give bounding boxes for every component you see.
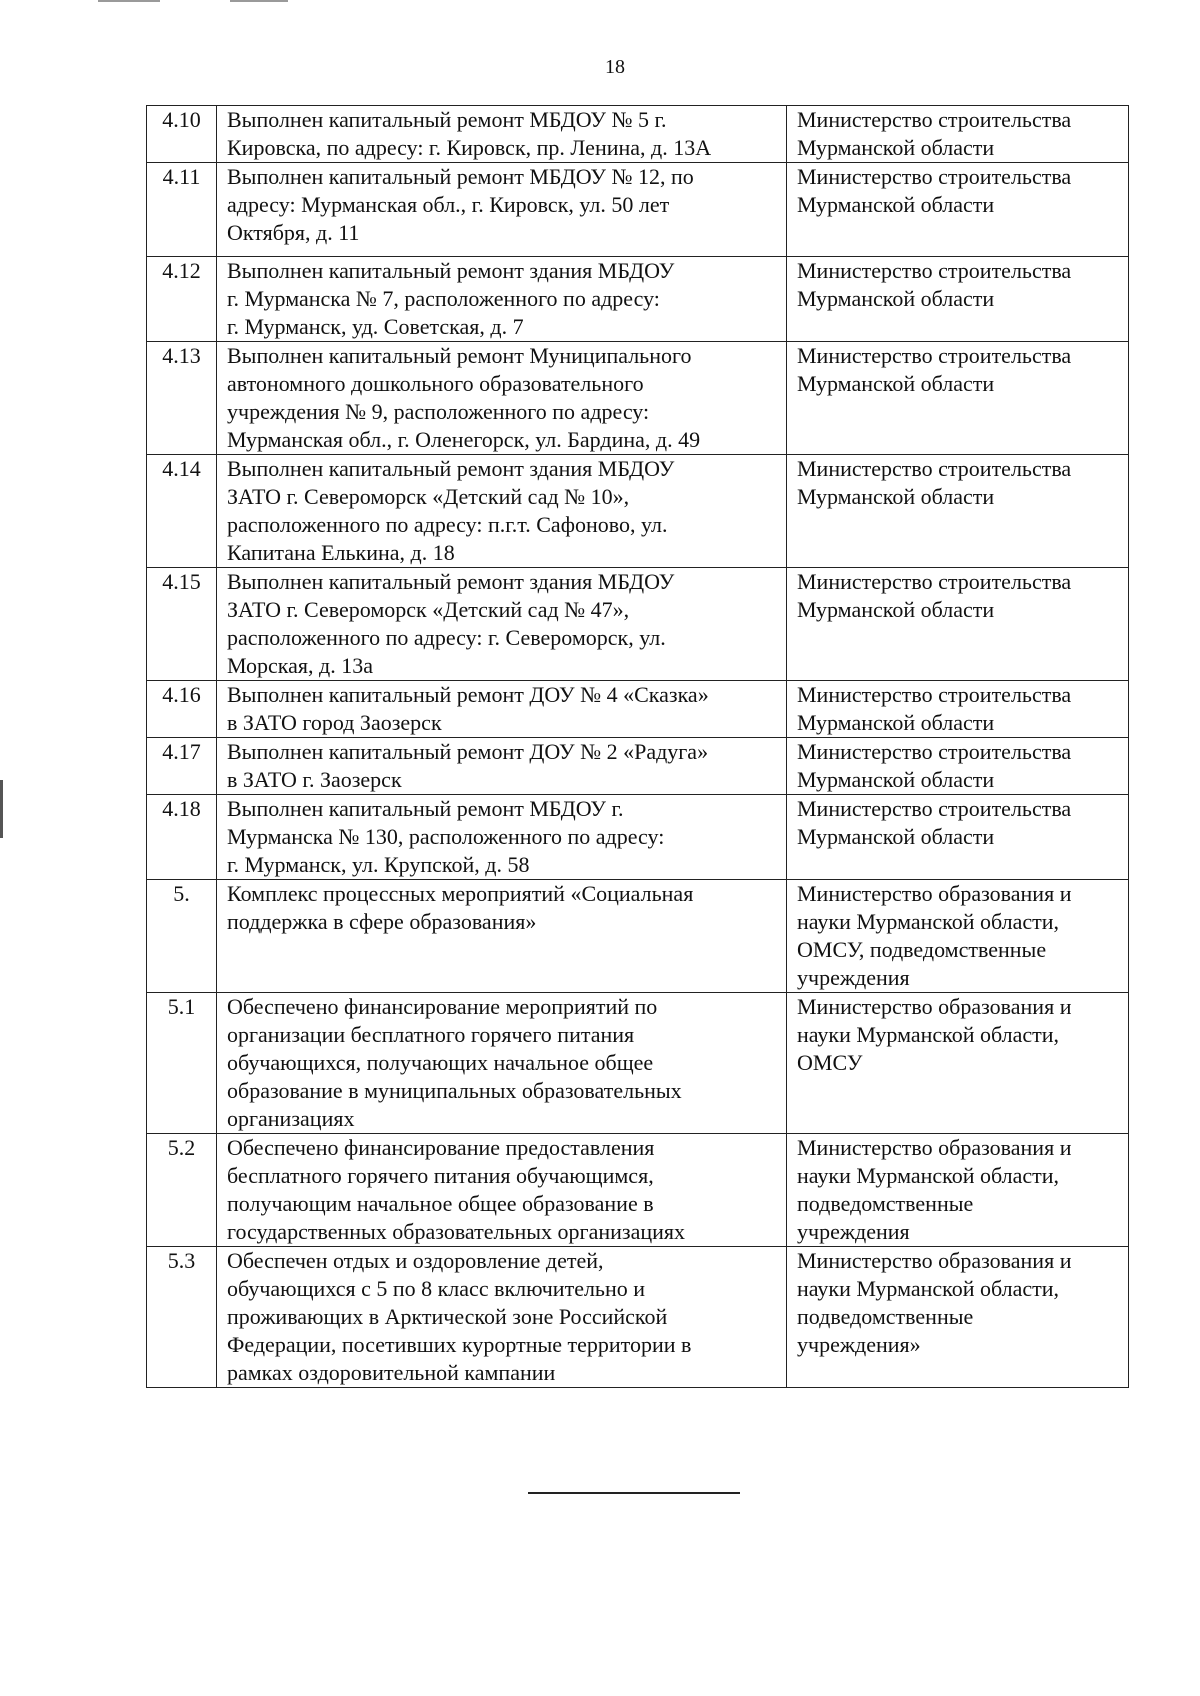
row-responsible: Министерство строительства Мурманской области bbox=[787, 106, 1129, 163]
table-row bbox=[147, 455, 1129, 568]
table-row bbox=[147, 106, 1129, 163]
row-number: 4.13 bbox=[147, 342, 217, 455]
row-number: 5.3 bbox=[147, 1247, 217, 1388]
row-event: Выполнен капитальный ремонт ДОУ № 4 «Сказка» в ЗАТО город Заозерск bbox=[217, 681, 787, 738]
row-number: 5.2 bbox=[147, 1134, 217, 1247]
table-row bbox=[147, 1247, 1129, 1388]
row-responsible: Министерство строительства Мурманской области bbox=[787, 163, 1129, 257]
row-number: 4.17 bbox=[147, 738, 217, 795]
row-event: Выполнен капитальный ремонт здания МБДОУ г. Мурманска № 7, расположенного по адресу: г. Мурманск, уд. Советская, д. 7 bbox=[217, 257, 787, 342]
row-number: 4.11 bbox=[147, 163, 217, 257]
table-row bbox=[147, 738, 1129, 795]
row-event: Выполнен капитальный ремонт МБДОУ № 5 г. Кировска, по адресу: г. Кировск, пр. Ленина, д. 13А bbox=[217, 106, 787, 163]
row-responsible: Министерство строительства Мурманской области bbox=[787, 568, 1129, 681]
row-number: 4.14 bbox=[147, 455, 217, 568]
table-row bbox=[147, 880, 1129, 993]
row-number: 5.1 bbox=[147, 993, 217, 1134]
row-event: Комплекс процессных мероприятий «Социальная поддержка в сфере образования» bbox=[217, 880, 787, 993]
table-row bbox=[147, 568, 1129, 681]
row-event: Выполнен капитальный ремонт Муниципального автономного дошкольного образовательного учреждения № 9, расположенного по адресу: Мурманская обл., г. Оленегорск, ул. Бардина, д. 49 bbox=[217, 342, 787, 455]
row-responsible: Министерство образования и науки Мурманской области, ОМСУ bbox=[787, 993, 1129, 1134]
row-event: Обеспечено финансирование мероприятий по организации бесплатного горячего питания обучающихся, получающих начальное общее образование в муниципальных образовательных организациях bbox=[217, 993, 787, 1134]
table-row bbox=[147, 993, 1129, 1134]
table-row bbox=[147, 163, 1129, 257]
scan-artifact-margin bbox=[0, 780, 3, 838]
row-responsible: Министерство строительства Мурманской области bbox=[787, 455, 1129, 568]
row-event: Обеспечен отдых и оздоровление детей, обучающихся с 5 по 8 класс включительно и проживающих в Арктической зоне Российской Федерации, посетивших курортные территории в рамках оздоровительной кампании bbox=[217, 1247, 787, 1388]
row-event: Выполнен капитальный ремонт МБДОУ г. Мурманска № 130, расположенного по адресу: г. Мурманск, ул. Крупской, д. 58 bbox=[217, 795, 787, 880]
row-responsible: Министерство строительства Мурманской области bbox=[787, 342, 1129, 455]
row-number: 4.15 bbox=[147, 568, 217, 681]
row-number: 4.12 bbox=[147, 257, 217, 342]
row-responsible: Министерство строительства Мурманской области bbox=[787, 795, 1129, 880]
table-row bbox=[147, 257, 1129, 342]
row-responsible: Министерство образования и науки Мурманской области, ОМСУ, подведомственные учреждения bbox=[787, 880, 1129, 993]
row-event: Выполнен капитальный ремонт МБДОУ № 12, по адресу: Мурманская обл., г. Кировск, ул. 50 лет Октября, д. 11 bbox=[217, 163, 787, 257]
row-number: 5. bbox=[147, 880, 217, 993]
row-responsible: Министерство образования и науки Мурманской области, подведомственные учреждения bbox=[787, 1134, 1129, 1247]
row-responsible: Министерство образования и науки Мурманской области, подведомственные учреждения» bbox=[787, 1247, 1129, 1388]
row-event: Обеспечено финансирование предоставления бесплатного горячего питания обучающимся, получающим начальное общее образование в государственных образовательных организациях bbox=[217, 1134, 787, 1247]
scan-artifact-right bbox=[230, 0, 288, 2]
row-event: Выполнен капитальный ремонт здания МБДОУ ЗАТО г. Североморск «Детский сад № 10», расположенного по адресу: п.г.т. Сафоново, ул. Капитана Елькина, д. 18 bbox=[217, 455, 787, 568]
row-number: 4.10 bbox=[147, 106, 217, 163]
row-responsible: Министерство строительства Мурманской области bbox=[787, 681, 1129, 738]
row-event: Выполнен капитальный ремонт ДОУ № 2 «Радуга» в ЗАТО г. Заозерск bbox=[217, 738, 787, 795]
page-number: 18 bbox=[605, 56, 625, 78]
table-row bbox=[147, 681, 1129, 738]
measures-table bbox=[146, 105, 1129, 1388]
row-number: 4.16 bbox=[147, 681, 217, 738]
row-event: Выполнен капитальный ремонт здания МБДОУ ЗАТО г. Североморск «Детский сад № 47», расположенного по адресу: г. Североморск, ул. Морская, д. 13а bbox=[217, 568, 787, 681]
row-responsible: Министерство строительства Мурманской области bbox=[787, 257, 1129, 342]
row-responsible: Министерство строительства Мурманской области bbox=[787, 738, 1129, 795]
table-row bbox=[147, 342, 1129, 455]
table-row bbox=[147, 1134, 1129, 1247]
row-number: 4.18 bbox=[147, 795, 217, 880]
table-row bbox=[147, 795, 1129, 880]
scan-artifact-left bbox=[98, 0, 160, 2]
closing-divider bbox=[528, 1492, 740, 1494]
